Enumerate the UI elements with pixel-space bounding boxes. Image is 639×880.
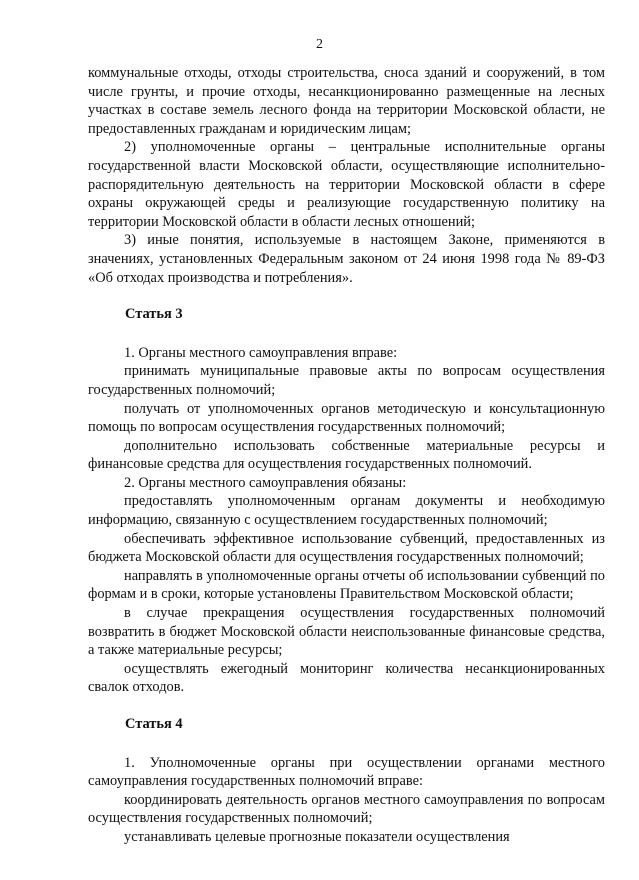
article-3-paragraph: предоставлять уполномоченным органам документы и необходимую информацию, связанную с осуществлением государственных полномочий; [88, 493, 605, 529]
article-3-paragraph: дополнительно использовать собственные материальные ресурсы и финансовые средства для осуществления государственных полномочий. [88, 437, 605, 473]
article-3-paragraph: направлять в уполномоченные органы отчеты об использовании субвенций по формам и в сроки, которые установлены Правительством Московской области; [88, 567, 605, 603]
article-3-paragraph: получать от уполномоченных органов методическую и консультационную помощь по вопросам осуществления государственных полномочий; [88, 400, 605, 436]
paragraph-definition-authorized-bodies: 2) уполномоченные органы – центральные исполнительные органы государственной власти Московской области, осуществляющие исполнительно-распорядительную деятельность на территории Московской области в сфере охраны окружающей среды и реализующие государственную политику на территории Московской области в области лесных отношений; [88, 139, 605, 230]
article-3-paragraph: 2. Органы местного самоуправления обязаны: [124, 474, 407, 491]
article-4-heading: Статья 4 [125, 716, 183, 732]
article-4-paragraph: координировать деятельность органов местного самоуправления по вопросам осуществления государственных полномочий; [88, 791, 605, 827]
paragraph-intro-continuation: коммунальные отходы, отходы строительства, сноса зданий и сооружений, в том числе грунты, и прочие отходы, несанкционированно размещенные на лесных участках в составе земель лесного фонда на территории Московской области, не предоставленных гражданам и юридическим лицам; [88, 65, 605, 137]
article-3-paragraph: осуществлять ежегодный мониторинг количества несанкционированных свалок отходов. [88, 660, 605, 696]
paragraph-definition-other-terms: 3) иные понятия, используемые в настоящем Законе, применяются в значениях, установленных Федеральным законом от 24 июня 1998 года № 89-ФЗ «Об отходах производства и потребления». [88, 232, 605, 286]
document-body [88, 64, 605, 847]
article-3-paragraph: в случае прекращения осуществления государственных полномочий возвратить в бюджет Московской области неиспользованные финансовые средства, а также материальные ресурсы; [88, 605, 605, 659]
article-3-paragraph: обеспечивать эффективное использование субвенций, предоставленных из бюджета Московской области для осуществления государственных полномочий; [88, 530, 605, 566]
article-4-paragraph: устанавливать целевые прогнозные показатели осуществления [124, 828, 510, 845]
article-4-paragraph: 1. Уполномоченные органы при осуществлении органами местного самоуправления государственных полномочий вправе: [88, 754, 605, 790]
page-number: 2 [316, 37, 323, 52]
article-3-paragraph: 1. Органы местного самоуправления вправе: [124, 344, 398, 361]
article-3-paragraph: принимать муниципальные правовые акты по вопросам осуществления государственных полномочий; [88, 363, 605, 398]
article-3-heading: Статья 3 [125, 306, 183, 323]
